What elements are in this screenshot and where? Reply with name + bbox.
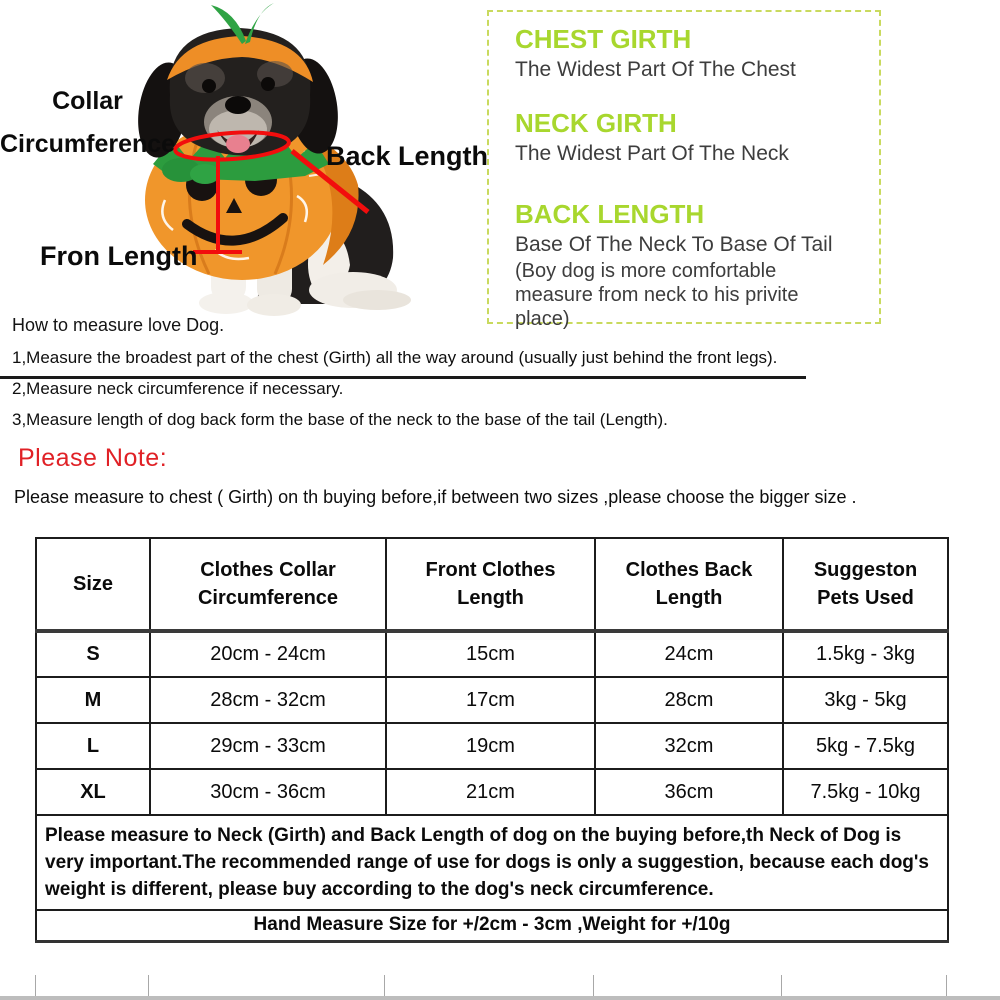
l-collar: 29cm - 33cm bbox=[150, 723, 386, 769]
collar-circumference-label bbox=[0, 80, 175, 166]
measure-step-1: 1,Measure the broadest part of the chest (Girth) all the way around (usually just behind the front legs). bbox=[12, 348, 778, 367]
m-collar: 28cm - 32cm bbox=[150, 677, 386, 723]
s-back: 24cm bbox=[595, 631, 783, 677]
size-s: S bbox=[36, 631, 150, 677]
header-collar-circumference: Clothes Collar Circumference bbox=[150, 538, 386, 631]
table-footer-note: Please measure to Neck (Girth) and Back Length of dog on the buying before,th Neck of Dog is very important.The recommended range of use for dogs is only a suggestion, because each dog's weight is different, please buy according to the dog's neck circumference. bbox=[36, 815, 948, 910]
back-length-note: (Boy dog is more comfortable measure from neck to his privite place) bbox=[515, 260, 799, 330]
s-collar: 20cm - 24cm bbox=[150, 631, 386, 677]
size-xl: XL bbox=[36, 769, 150, 815]
back-length-heading: BACK LENGTH bbox=[515, 199, 705, 229]
m-weight: 3kg - 5kg bbox=[783, 677, 948, 723]
clipped-empty-row bbox=[35, 975, 947, 996]
s-weight: 1.5kg - 3kg bbox=[783, 631, 948, 677]
l-front: 19cm bbox=[386, 723, 595, 769]
how-to-measure-title: How to measure love Dog. bbox=[12, 315, 225, 335]
collar-label-line2: Circumference bbox=[0, 130, 176, 158]
neck-girth-heading: NECK GIRTH bbox=[515, 108, 677, 138]
xl-front: 21cm bbox=[386, 769, 595, 815]
size-m: M bbox=[36, 677, 150, 723]
clipped-cell bbox=[594, 975, 782, 996]
clipped-cell bbox=[149, 975, 385, 996]
header-back-length: Clothes Back Length bbox=[595, 538, 783, 631]
l-weight: 5kg - 7.5kg bbox=[783, 723, 948, 769]
xl-weight: 7.5kg - 10kg bbox=[783, 769, 948, 815]
collar-label-line1: Collar bbox=[52, 87, 123, 115]
xl-back: 36cm bbox=[595, 769, 783, 815]
back-length-label: Back Length bbox=[326, 141, 489, 171]
table-row-xl bbox=[36, 769, 948, 815]
table-header-row bbox=[36, 538, 948, 631]
clipped-cell bbox=[782, 975, 947, 996]
m-back: 28cm bbox=[595, 677, 783, 723]
please-note-text: Please measure to chest ( Girth) on th buying before,if between two sizes ,please choose the bigger size . bbox=[14, 487, 857, 507]
size-l: L bbox=[36, 723, 150, 769]
clipped-cell bbox=[385, 975, 594, 996]
table-row-m bbox=[36, 677, 948, 723]
chest-girth-desc: The Widest Part Of The Chest bbox=[515, 58, 796, 81]
table-hand-measure-row bbox=[36, 910, 948, 941]
step1-underline bbox=[0, 376, 806, 379]
measure-step-3: 3,Measure length of dog back form the base of the neck to the base of the tail (Length). bbox=[12, 410, 668, 429]
measure-step-2: 2,Measure neck circumference if necessary. bbox=[12, 379, 344, 398]
bottom-edge-strip bbox=[0, 996, 1000, 1000]
front-length-label: Fron Length bbox=[40, 241, 198, 271]
measure-info-box bbox=[487, 10, 881, 330]
size-chart-table bbox=[35, 537, 949, 943]
s-front: 15cm bbox=[386, 631, 595, 677]
back-length-desc: Base Of The Neck To Base Of Tail bbox=[515, 233, 833, 256]
xl-collar: 30cm - 36cm bbox=[150, 769, 386, 815]
neck-girth-desc: The Widest Part Of The Neck bbox=[515, 142, 789, 165]
header-front-length: Front Clothes Length bbox=[386, 538, 595, 631]
table-row-s bbox=[36, 631, 948, 677]
header-size: Size bbox=[36, 538, 150, 631]
chest-girth-heading: CHEST GIRTH bbox=[515, 24, 692, 54]
please-note-title: Please Note: bbox=[18, 444, 168, 472]
hand-measure-note: Hand Measure Size for +/2cm - 3cm ,Weight for +/10g bbox=[36, 910, 948, 941]
l-back: 32cm bbox=[595, 723, 783, 769]
measure-steps bbox=[12, 348, 777, 441]
header-suggested-pets: Suggeston Pets Used bbox=[783, 538, 948, 631]
table-note-row bbox=[36, 815, 948, 910]
table-row-l bbox=[36, 723, 948, 769]
m-front: 17cm bbox=[386, 677, 595, 723]
clipped-cell bbox=[35, 975, 149, 996]
